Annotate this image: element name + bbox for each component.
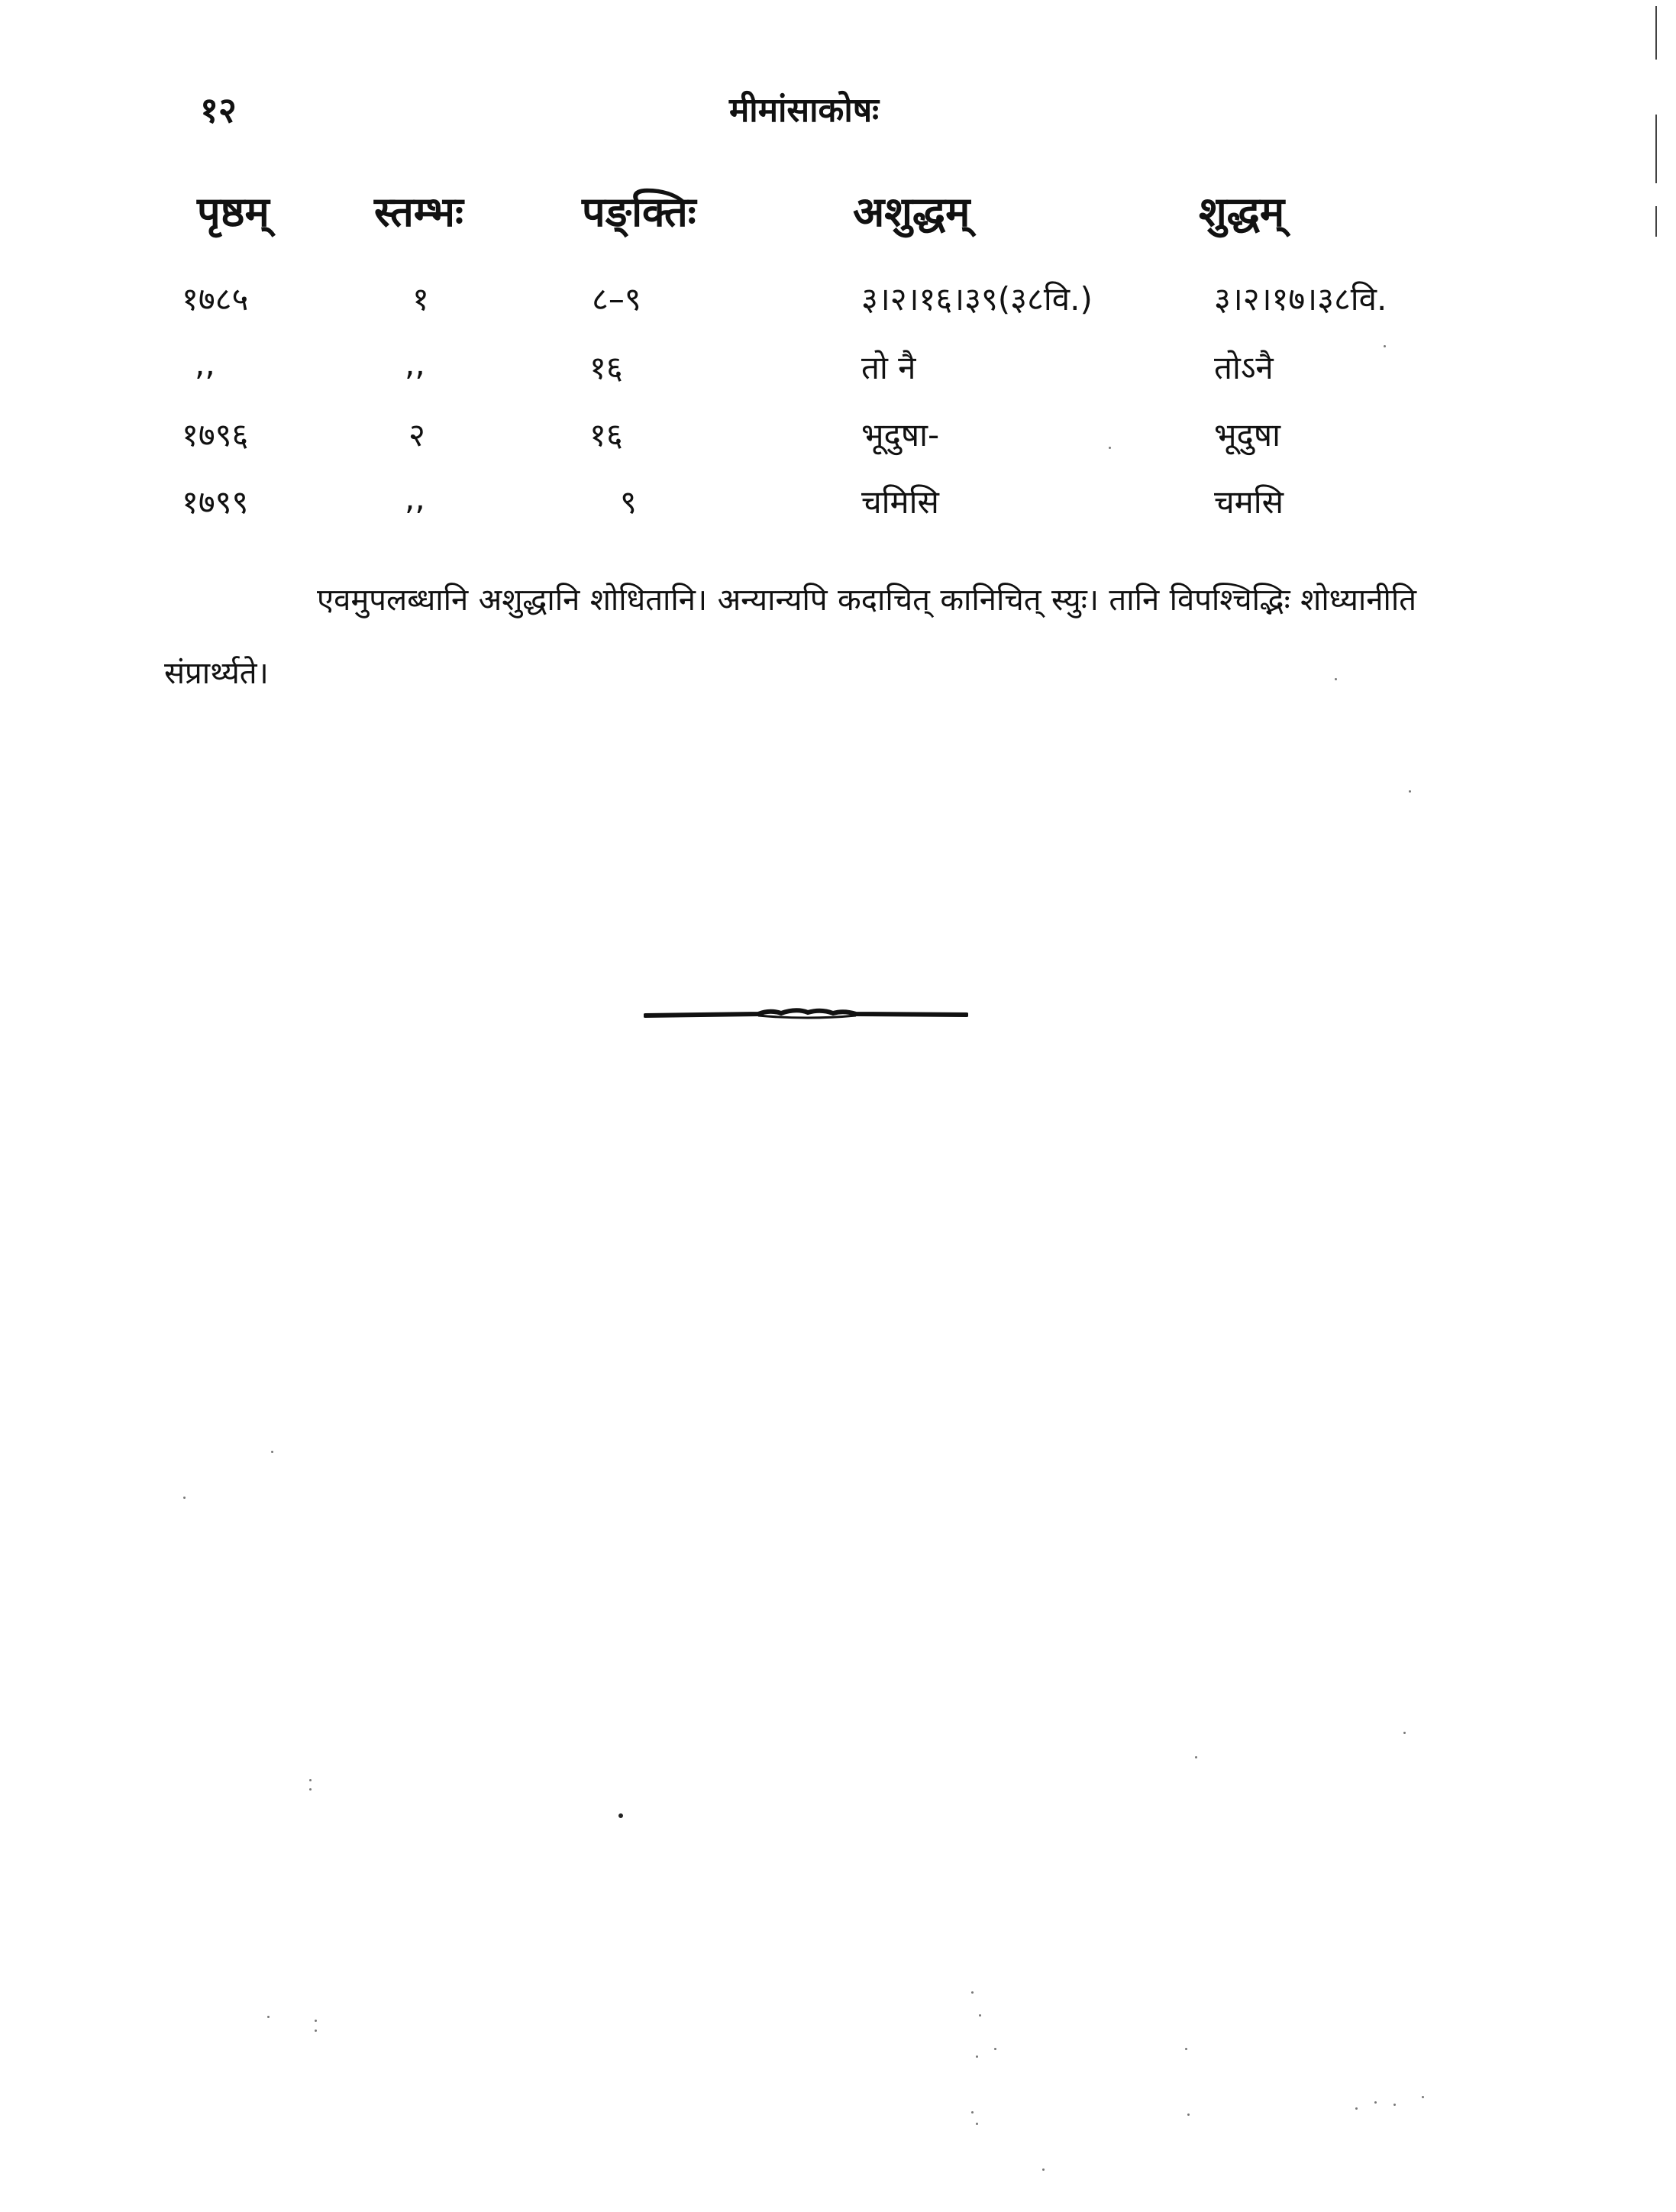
column-header-line: पङ्क्तिः (582, 188, 696, 236)
scan-speck (1335, 678, 1337, 680)
column-header-column: स्तम्भः (374, 188, 463, 236)
scan-speck (309, 1788, 312, 1791)
table-cell: १७८५ (182, 280, 249, 318)
table-cell: ,, (195, 345, 215, 383)
scan-speck (1185, 2048, 1187, 2050)
scan-speck (315, 2030, 317, 2032)
scan-speck (976, 2123, 978, 2125)
scan-edge-mark (1655, 6, 1657, 60)
scan-speck (315, 2020, 317, 2022)
scan-speck (1195, 1756, 1197, 1758)
scan-speck (271, 1451, 273, 1453)
scan-speck (618, 1813, 623, 1818)
scan-speck (1384, 345, 1386, 347)
table-cell: १७९९ (182, 483, 249, 521)
scan-speck (1355, 2107, 1358, 2110)
table-cell: भूदुषा- (861, 416, 940, 454)
scan-speck (1403, 1732, 1406, 1734)
table-cell: चमिसि (861, 483, 939, 521)
table-cell: १६ (589, 349, 623, 386)
running-head: मीमांसाकोषः (729, 91, 880, 130)
column-header-incorrect: अशुद्धम् (853, 188, 970, 236)
table-cell: भूदुषा (1214, 416, 1280, 454)
table-cell: ,, (405, 480, 425, 517)
table-cell: ३।२।१७।३८वि. (1214, 280, 1387, 318)
scan-speck (1187, 2114, 1190, 2116)
table-cell: ९ (620, 483, 637, 521)
scan-speck (1409, 790, 1411, 793)
table-cell: ८–९ (592, 280, 641, 318)
column-header-correct: शुद्धम् (1199, 188, 1285, 236)
page-number: १२ (200, 89, 237, 131)
scan-edge-mark (1655, 206, 1657, 237)
scan-speck (971, 2111, 974, 2114)
table-cell: १७९६ (182, 416, 249, 454)
column-header-page: पृष्ठम् (197, 188, 270, 236)
scan-speck (1042, 2168, 1045, 2171)
scan-speck (994, 2048, 996, 2050)
scan-speck (976, 2055, 978, 2058)
scan-speck (267, 2016, 270, 2018)
scan-speck (309, 1779, 312, 1781)
scan-speck (1422, 2096, 1424, 2098)
errata-note: एवमुपलब्धानि अशुद्धानि शोधितानि। अन्यान्यपि कदाचित् कानिचित् स्युः। तानि विपश्चिद्भिः शोध्यानीति संप्रार्थ्यते। (164, 583, 1416, 691)
scan-speck (183, 1497, 186, 1499)
errata-table (0, 0, 1676, 550)
scan-speck (1374, 2101, 1377, 2104)
table-cell: १ (412, 280, 429, 318)
ornament-divider (644, 1005, 968, 1023)
table-cell: तो नै (861, 349, 916, 386)
table-cell: ,, (405, 345, 425, 383)
scan-speck (1393, 2104, 1396, 2106)
table-cell: १६ (589, 416, 623, 454)
scan-edge-mark (1655, 115, 1657, 183)
scan-speck (971, 1991, 974, 1994)
scan-speck (1109, 447, 1111, 449)
table-cell: चमसि (1214, 483, 1284, 521)
scan-speck (979, 2014, 981, 2017)
table-cell: तोऽनै (1214, 349, 1274, 386)
table-cell: २ (409, 416, 425, 454)
table-cell: ३।२।१६।३९(३८वि.) (861, 280, 1093, 318)
